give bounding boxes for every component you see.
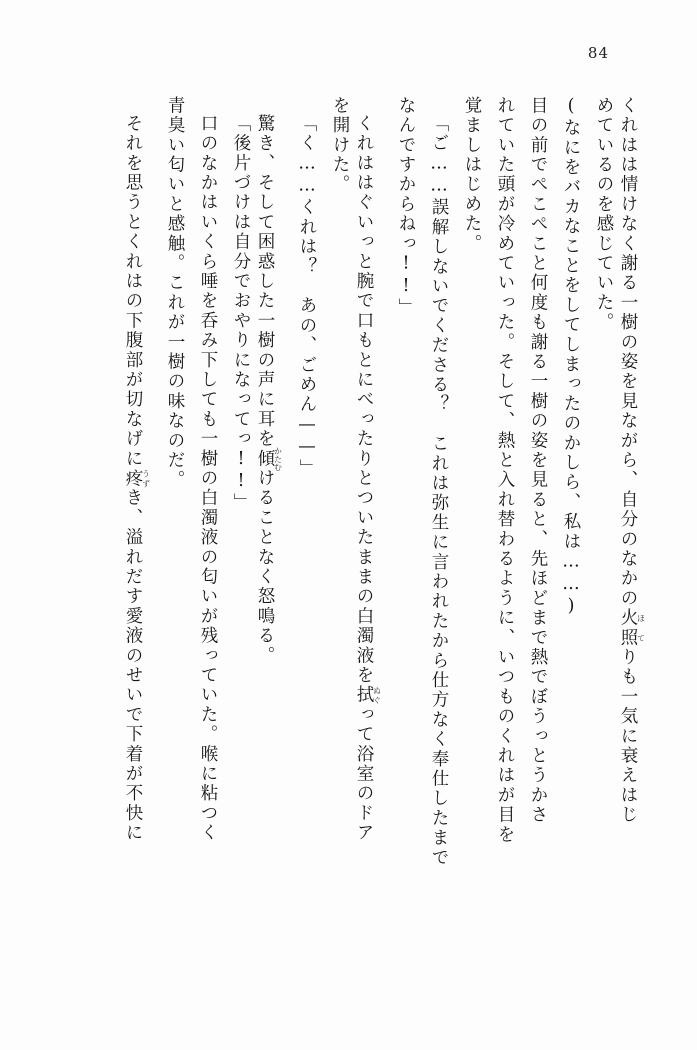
text-column: くれはは情けなく謝る一樹の姿を見ながら、自分のなかの火ほ照てりも一気に衰えはじ [618, 96, 646, 825]
text-column: くれははぐいっと腕で口もとにべったりとついたままの白濁液を拭ぬぐって浴室のドア [354, 114, 382, 843]
text-column: 青臭い匂いと感触。これが一樹の味なのだ。 [165, 96, 185, 490]
text-column: れていた頭が冷めていった。そして、熱と入れ替わるように、いつものくれはが目を [495, 96, 515, 845]
text-column: を開けた。 [330, 96, 350, 195]
text-column: 覚ましはじめた。 [462, 96, 482, 254]
page-number: 84 [587, 44, 609, 62]
text-column: なんですからねっ!!」 [396, 96, 416, 318]
vertical-text-body [52, 96, 645, 976]
text-column: 驚き、そして困惑した一樹の声に耳を傾かたむけることなく怒鳴る。 [255, 114, 283, 666]
text-column: 「く……くれは？ あの、ごめん——」 [297, 114, 317, 479]
text-column: (なにをバカなことをしてしまったのかしら、私は……) [561, 96, 581, 619]
text-column: 口のなかはいくら唾を呑み下しても一樹の白濁液の匂いが残っていた。喉に粘つく [198, 114, 218, 843]
text-column: めているのを感じていた。 [594, 96, 614, 333]
text-column: 「ご……誤解しないでくださる？ これは弥生に言われたから仕方なく奉仕したまで [429, 114, 449, 868]
text-column: それを思うとくれはの下腹部が切なげに疼うずき、溢れだす愛液のせいで下着が不快に [123, 114, 151, 843]
text-column: 目の前でぺこぺこと何度も謝る一樹の姿を見ると、先ほどまで熱でぼうっとうかさ [528, 96, 548, 825]
text-column: 「後片づけは自分でおやりになってっ!!」 [231, 114, 251, 513]
